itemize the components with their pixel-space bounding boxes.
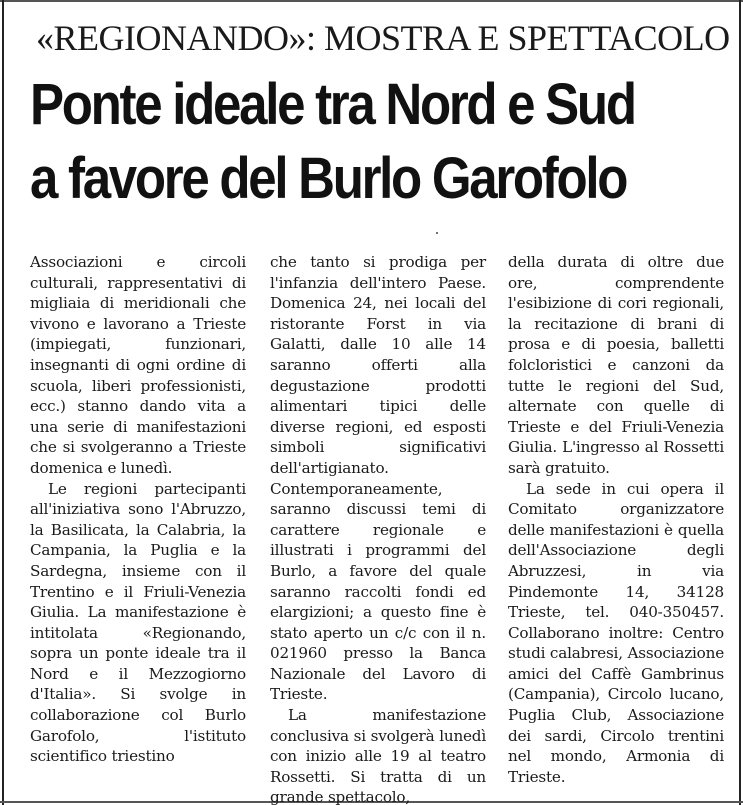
column-2 xyxy=(270,252,486,805)
paragraph: della durata di oltre due ore, comprendente l'esibizione di cori regionali, la recitazione di brani di prosa e di poesia, balletti folcloristici e canzoni da tutte le regioni del Sud, alternate con quelle di Trieste e del Friuli-Venezia Giulia. L'ingresso al Rossetti sarà gratuito. xyxy=(508,253,724,477)
paragraph: che tanto si prodiga per l'infanzia dell'intero Paese. Domenica 24, nei locali del ristorante Forst in via Galatti, dalle 10 alle 14 saranno offerti alla degustazione prodotti alimentari tipici delle diverse regioni, ed esposti simboli significativi dell'artigianato. Contemporaneamente, saranno discussi temi di carattere regionale e illustrati i programmi del Burlo, a favore del quale saranno raccolti fondi ed elargizioni; a questo fine è stato aperto un c/c con il n. 021960 presso la Banca Nazionale del Lavoro di Trieste. xyxy=(270,253,486,704)
headline-line-1: Ponte ideale tra Nord e Sud xyxy=(30,72,635,137)
scan-speck xyxy=(436,232,438,234)
column-3 xyxy=(508,252,724,787)
top-rule xyxy=(0,0,743,2)
kicker: «REGIONANDO»: MOSTRA E SPETTACOLO xyxy=(36,18,730,58)
right-rule xyxy=(739,0,741,805)
paragraph: Le regioni partecipanti all'iniziativa sono l'Abruzzo, la Basilicata, la Calabria, la Campania, la Puglia e la Sardegna, insieme con il Trentino e il Friuli-Venezia Giulia. La manifestazione è intitolata «Regionando, sopra un ponte ideale tra il Nord e il Mezzogiorno d'Italia». Si svolge in collaborazione col Burlo Garofolo, l'istituto scientifico triestino xyxy=(30,479,246,766)
column-1 xyxy=(30,252,246,767)
left-rule xyxy=(2,0,4,805)
paragraph: La manifestazione conclusiva si svolgerà lunedì con inizio alle 19 al teatro Rossetti. Si tratta di un grande spettacolo, xyxy=(270,706,486,805)
headline-line-2: a favore del Burlo Garofolo xyxy=(30,146,627,211)
article-body xyxy=(30,252,724,805)
headline xyxy=(30,68,646,216)
paragraph: Associazioni e circoli culturali, rappresentativi di migliaia di meridionali che vivono e lavorano a Trieste (impiegati, funzionari, insegnanti di ogni ordine di scuola, liberi professionisti, ecc.) stanno dando vita a una serie di manifestazioni che si svolgeranno a Trieste domenica e lunedì. xyxy=(30,253,246,477)
paragraph: La sede in cui opera il Comitato organizzatore delle manifestazioni è quella dell'Associazione degli Abruzzesi, in via Pindemonte 14, 34128 Trieste, tel. 040-350457. Collaborano inoltre: Centro studi calabresi, Associazione amici del Caffè Gambrinus (Campania), Circolo lucano, Puglia Club, Associazione dei sardi, Circolo trentini nel mondo, Armonia di Trieste. xyxy=(508,479,724,786)
